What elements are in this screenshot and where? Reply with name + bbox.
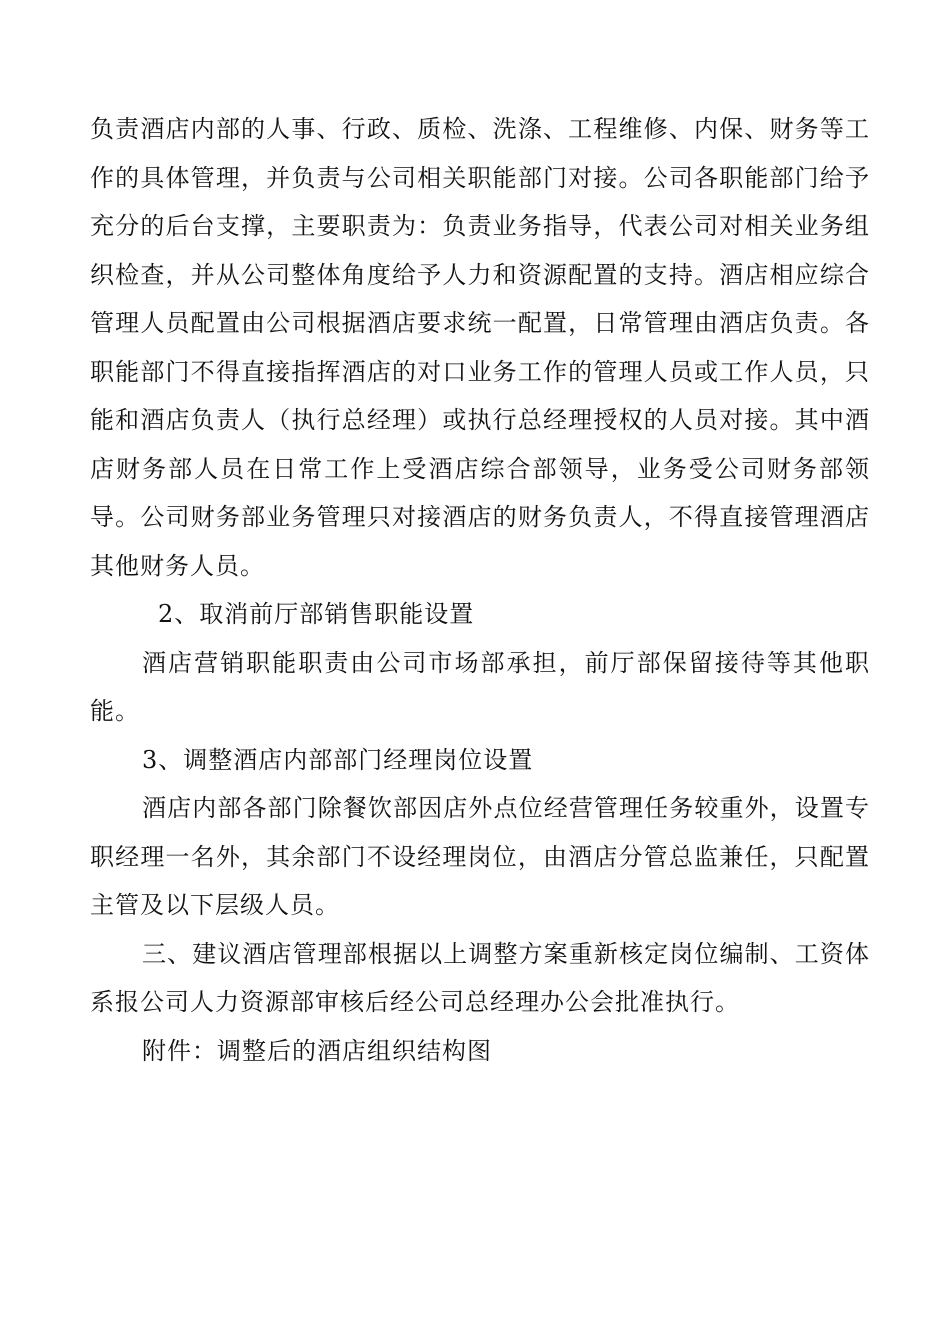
paragraph-recommendation: 三、建议酒店管理部根据以上调整方案重新核定岗位编制、工资体系报公司人力资源部审核后经公司总经理办公会批准执行。	[90, 939, 870, 1016]
heading-cancel-front-office-sales: 2、取消前厅部销售职能设置	[158, 600, 475, 628]
paragraph-continued-duties: 负责酒店内部的人事、行政、质检、洗涤、工程维修、内保、财务等工作的具体管理，并负责与公司相关职能部门对接。公司各职能部门给予充分的后台支撑，主要职责为：负责业务指导，代表公司对相关业务组织检查，并从公司整体角度给予人力和资源配置的支持。酒店相应综合管理人员配置由公司根据酒店要求统一配置，日常管理由酒店负责。各职能部门不得直接指挥酒店的对口业务工作的管理人员或工作人员，只能和酒店负责人（执行总经理）或执行总经理授权的人员对接。其中酒店财务部人员在日常工作上受酒店综合部领导，业务受公司财务部领导。公司财务部业务管理只对接酒店的财务负责人，不得直接管理酒店其他财务人员。	[90, 115, 870, 580]
attachment-note: 附件：调整后的酒店组织结构图	[142, 1036, 492, 1065]
document-body	[90, 105, 870, 1075]
paragraph-marketing-duties: 酒店营销职能职责由公司市场部承担，前厅部保留接待等其他职能。	[90, 648, 870, 725]
paragraph-manager-positions: 酒店内部各部门除餐饮部因店外点位经营管理任务较重外，设置专职经理一名外，其余部门不设经理岗位，由酒店分管总监兼任，只配置主管及以下层级人员。	[90, 794, 870, 919]
heading-adjust-manager-positions: 3、调整酒店内部部门经理岗位设置	[142, 745, 534, 774]
